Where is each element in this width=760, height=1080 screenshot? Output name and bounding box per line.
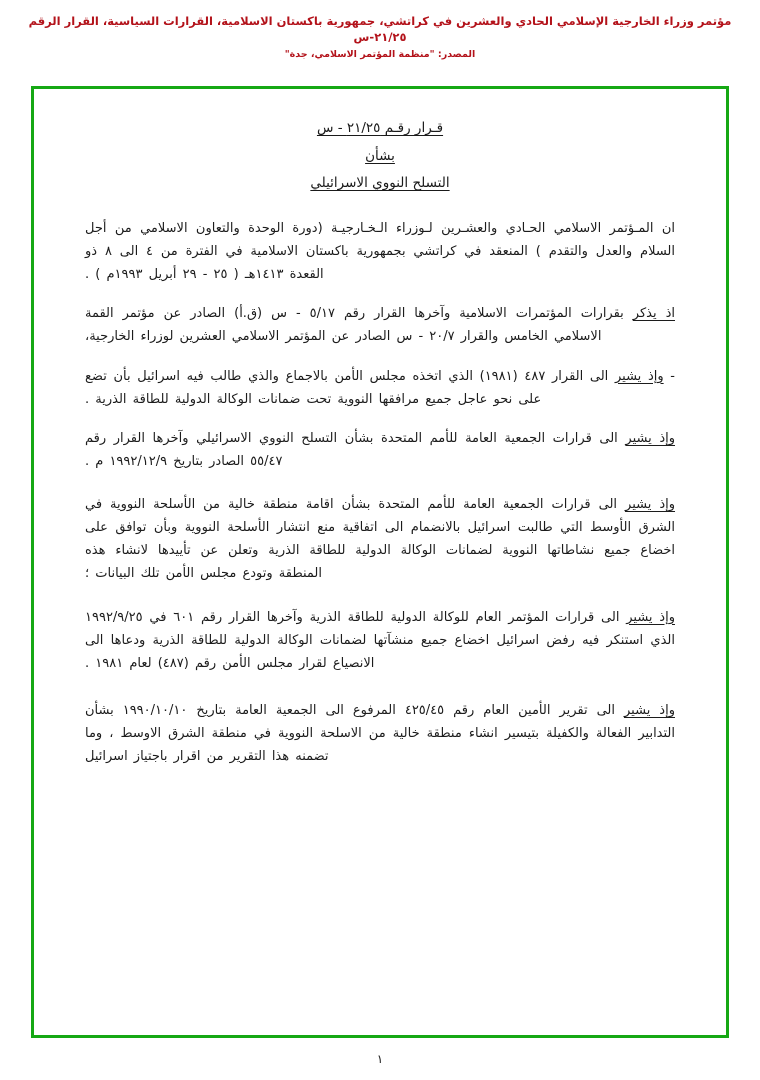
header-source-note: المصدر: "منظمة المؤتمر الاسلامي، جدة" <box>284 49 476 61</box>
paragraph-text-iaea: الى قرارات المؤتمر العام للوكالة الدولية للطاقة الذرية وآخرها القرار رقم ٦٠١ في ١٩٩٢/٩/٢٥ الذي استنكر فيه رفض اسرائيل اخضاع جميع منشآتها لضمانات الوكالة الدولية للطاقة الذرية ودعاها الى الانصياع لقرار مجلس الأمن رقم (٤٨٧) لعام ١٩٨١ . <box>85 609 675 671</box>
paragraph-preamble: ان المـؤتمر الاسلامي الحـادي والعشـرين لـوزراء الـخـارجيـة (دورة الوحدة والتعاون الاسلامي من أجل السلام والعدل والتقدم ) المنعقد في كراتشي بجمهورية باكستان الاسلامية في الفترة من ٤ الى ٨ ذو القعدة ١٤١٣هـ ( ٢٥ - ٢٩ أبريل ١٩٩٣م ) . <box>85 220 675 283</box>
paragraph-text-sc487: الى القرار ٤٨٧ (١٩٨١) الذي اتخذه مجلس الأمن بالاجماع والذي طالب فيه اسرائيل بأن تضع على نحو عاجل جميع مرافقها النووية تحت ضمانات الوكالة الدولية للطاقة الذرية . <box>85 368 615 407</box>
header-source-title: مؤتمر وزراء الخارجية الإسلامي الحادي والعشرين في كراتشي، جمهورية باكستان الاسلامية، القرارات السياسية، القرار الرقم ٢١/٢٥-س <box>28 14 732 44</box>
paragraph-lead-recalling: اذ يذكر <box>632 306 675 322</box>
paragraph-referring-iaea <box>85 606 675 675</box>
paragraph-text-recalling: بقرارات المؤتمرات الاسلامية وآخرها القرار رقم ٥/١٧ - س (ق.أ) الصادر عن مؤتمر القمة الاسلامي الخامس والقرار ٢٠/٧ - س الصادر عن المؤتمر الاسلامي العشرين لوزراء الخارجية، <box>85 306 633 345</box>
paragraph-text-sg-report: الى تقرير الأمين العام رقم ٤٢٥/٤٥ المرفوع الى الجمعية العامة بتاريخ ١٩٩٠/١٠/١٠ بشأن التدابير الفعالة والكفيلة بتيسير انشاء منطقة خالية من الاسلحة النووية في منطقة الشرق الاوسط ، وما تضمنه هذا التقرير من اقرار باجتياز اسرائيل <box>85 702 675 765</box>
resolution-subject: التسلح النووي الاسرائيلي <box>310 175 450 192</box>
paragraph-text-nwfz: الى قرارات الجمعية العامة للأمم المتحدة بشأن اقامة منطقة خالية من الأسلحة النووية في الشرق الأوسط التي طالبت اسرائيل بالانضمام الى اتفاقية منع انتشار الأسلحة النووية وبأن توافق على اخضاع جميع نشاطاتها النووية لضمانات الوكالة الدولية للطاقة الذرية وتعلن عن تأييدها لانشاء هذه المنطقة وتودع مجلس الأمن تلك البيانات ؛ <box>85 497 675 582</box>
resolution-subject-label: بشأن <box>365 147 395 164</box>
paragraph-lead-sg-report: وإذ يشير <box>624 702 675 718</box>
paragraph-recalling-resolutions <box>85 302 675 348</box>
paragraph-lead-iaea: وإذ يشير <box>626 609 675 625</box>
paragraph-text-unga: الى قرارات الجمعية العامة للأمم المتحدة بشأن التسلح النووي الاسرائيلي وآخرها القرار رقم ٥٥/٤٧ الصادر بتاريخ ١٩٩٢/١٢/٩ م . <box>85 430 626 469</box>
paragraph-lead-nwfz: وإذ يشير <box>625 497 676 513</box>
paragraph-referring-sc487 <box>85 365 675 411</box>
paragraph-referring-nwfz <box>85 493 675 586</box>
resolution-number: قـرار رقـم ٢١/٢٥ - س <box>316 120 444 136</box>
page-number: ١ <box>376 1052 384 1066</box>
paragraph-dash: - <box>670 368 675 384</box>
paragraph-referring-sg-report <box>85 699 675 768</box>
resolution-title-block <box>85 116 675 197</box>
paragraph-lead-unga: وإذ يشير <box>625 430 675 446</box>
document-header <box>0 0 760 61</box>
paragraph-referring-unga <box>85 427 675 473</box>
document-body <box>38 93 722 1031</box>
green-border-frame <box>31 86 729 1038</box>
paragraph-lead-sc487: وإذ يشير <box>614 368 664 384</box>
